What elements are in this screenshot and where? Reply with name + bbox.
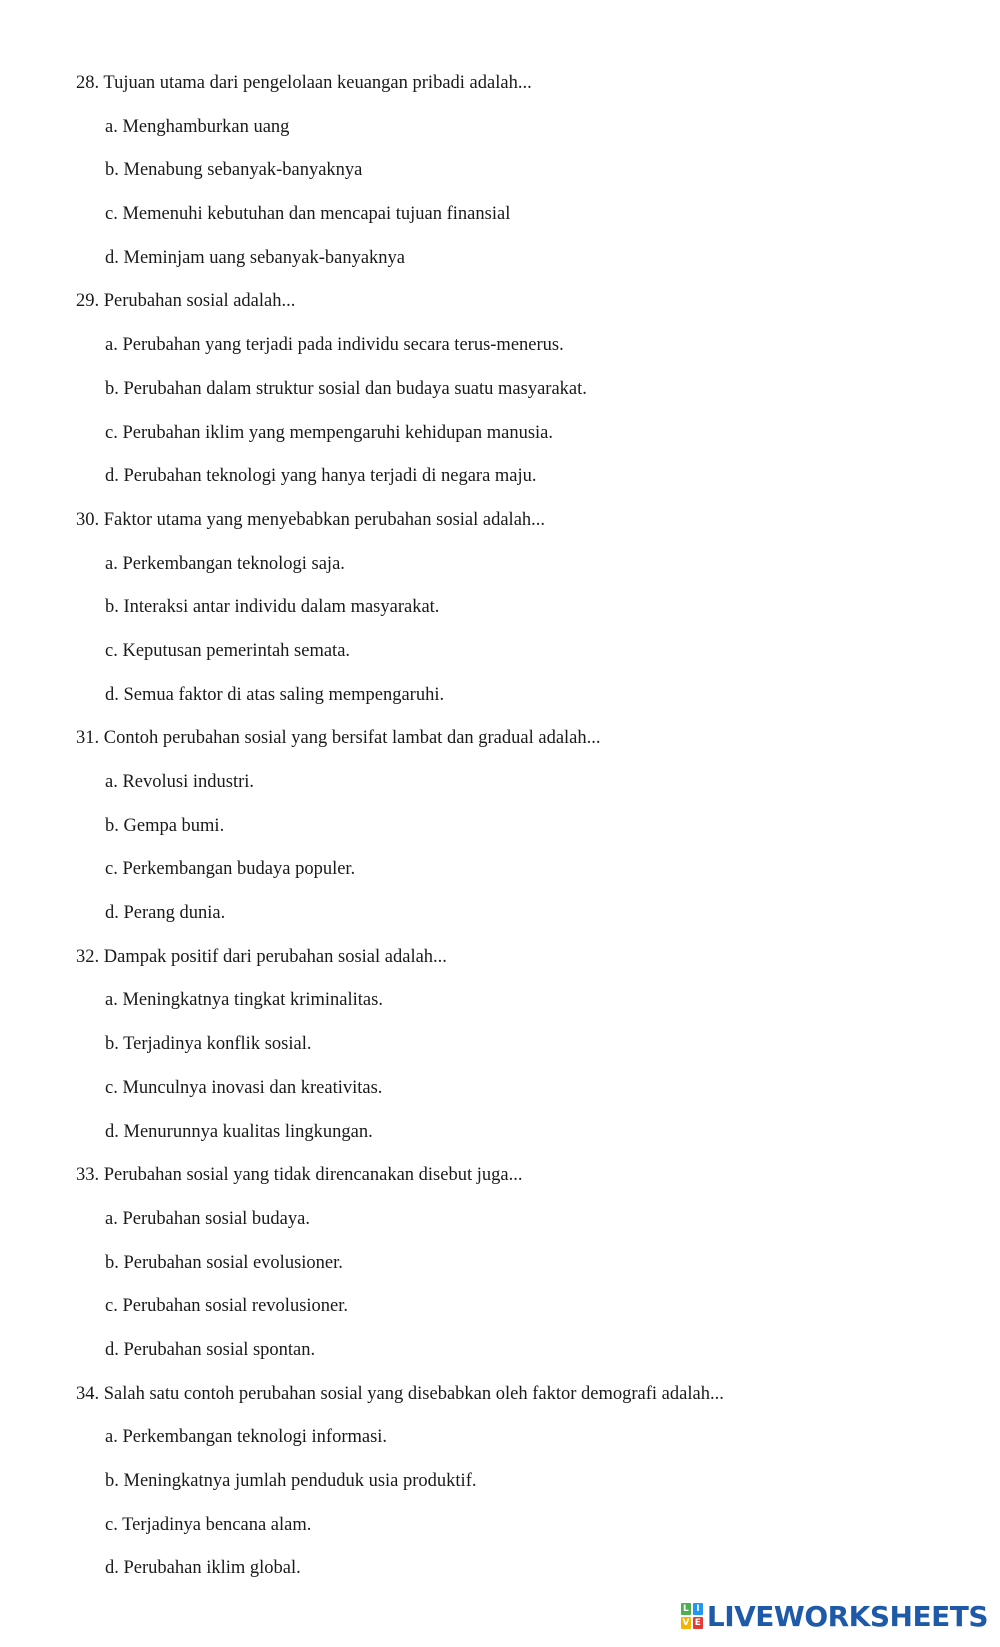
answer-option[interactable]: b. Meningkatnya jumlah penduduk usia produktif. — [105, 1471, 477, 1491]
question-3 — [76, 499, 956, 543]
logo-letter-v: V — [682, 1618, 690, 1628]
question-text: Faktor utama yang menyebabkan perubahan sosial adalah... — [103, 509, 546, 530]
question-text: Tujuan utama dari pengelolaan keuangan pribadi adalah... — [103, 73, 532, 93]
question-text: Perubahan sosial adalah... — [103, 291, 296, 312]
brand-wordmark: LIVEWORKSHEETS — [706, 1599, 988, 1633]
answer-option[interactable]: c. Perkembangan budaya populer. — [105, 859, 356, 880]
answer-option[interactable]: b. Perubahan sosial evolusioner. — [105, 1252, 343, 1273]
answer-option[interactable]: c. Keputusan pemerintah semata. — [105, 640, 351, 661]
question-text: Contoh perubahan sosial yang bersifat lambat dan gradual adalah... — [103, 728, 601, 749]
question-number: 33. — [76, 1165, 100, 1186]
answer-option[interactable]: b. Interaksi antar individu dalam masyarakat. — [105, 597, 440, 618]
question-number: 30. — [76, 509, 100, 530]
answer-option[interactable]: d. Semua faktor di atas saling mempengaruhi. — [105, 684, 445, 705]
question-text: Salah satu contoh perubahan sosial yang disebabkan oleh faktor demografi adalah... — [103, 1383, 724, 1404]
answer-option[interactable]: d. Perubahan sosial spontan. — [105, 1339, 316, 1360]
answer-option[interactable]: b. Gempa bumi. — [105, 815, 225, 836]
question-7 — [76, 1373, 956, 1417]
answer-option[interactable]: a. Perkembangan teknologi informasi. — [105, 1427, 388, 1448]
answer-option[interactable]: c. Perubahan sosial revolusioner. — [105, 1296, 349, 1317]
question-4 — [76, 717, 956, 761]
answer-option[interactable]: a. Perkembangan teknologi saja. — [105, 553, 345, 574]
answer-option[interactable]: a. Revolusi industri. — [105, 772, 255, 792]
answer-option[interactable]: b. Terjadinya konflik sosial. — [105, 1034, 312, 1055]
question-2 — [76, 280, 956, 324]
question-text: Dampak positif dari perubahan sosial adalah... — [103, 946, 447, 967]
logo-letter-l: L — [681, 1603, 691, 1615]
answer-option[interactable]: a. Meningkatnya tingkat kriminalitas. — [105, 990, 383, 1011]
answer-option[interactable]: d. Perubahan iklim global. — [105, 1558, 301, 1579]
worksheet — [76, 62, 956, 1591]
question-number: 28. — [76, 73, 100, 93]
liveworksheets-logo-icon — [681, 1603, 703, 1629]
answer-option[interactable]: c. Terjadinya bencana alam. — [105, 1514, 312, 1535]
answer-option[interactable]: a. Perubahan sosial budaya. — [105, 1208, 310, 1229]
logo-letter-i: I — [693, 1603, 703, 1615]
answer-option[interactable]: a. Perubahan yang terjadi pada individu secara terus-menerus. — [105, 335, 564, 356]
answer-option[interactable]: b. Menabung sebanyak-banyaknya — [105, 160, 363, 181]
question-1 — [76, 62, 956, 106]
answer-option[interactable]: b. Perubahan dalam struktur sosial dan budaya suatu masyarakat. — [105, 378, 587, 399]
answer-option[interactable]: c. Perubahan iklim yang mempengaruhi kehidupan manusia. — [105, 422, 553, 443]
question-6 — [76, 1154, 956, 1198]
question-number: 34. — [76, 1383, 100, 1404]
question-number: 31. — [76, 728, 100, 749]
answer-option[interactable]: d. Meminjam uang sebanyak-banyaknya — [105, 247, 406, 268]
question-text: Perubahan sosial yang tidak direncanakan disebut juga... — [103, 1165, 523, 1186]
question-number: 29. — [76, 291, 100, 312]
answer-option[interactable]: c. Munculnya inovasi dan kreativitas. — [105, 1077, 383, 1098]
question-5 — [76, 936, 956, 980]
liveworksheets-brand[interactable] — [681, 1597, 988, 1635]
answer-option[interactable]: d. Menurunnya kualitas lingkungan. — [105, 1121, 373, 1142]
logo-letter-e: E — [694, 1618, 701, 1628]
answer-option[interactable]: c. Memenuhi kebutuhan dan mencapai tujuan finansial — [105, 204, 511, 225]
answer-option[interactable]: d. Perubahan teknologi yang hanya terjadi di negara maju. — [105, 466, 537, 487]
question-number: 32. — [76, 946, 100, 967]
answer-option[interactable]: a. Menghamburkan uang — [105, 116, 290, 137]
answer-option[interactable]: d. Perang dunia. — [105, 903, 226, 924]
